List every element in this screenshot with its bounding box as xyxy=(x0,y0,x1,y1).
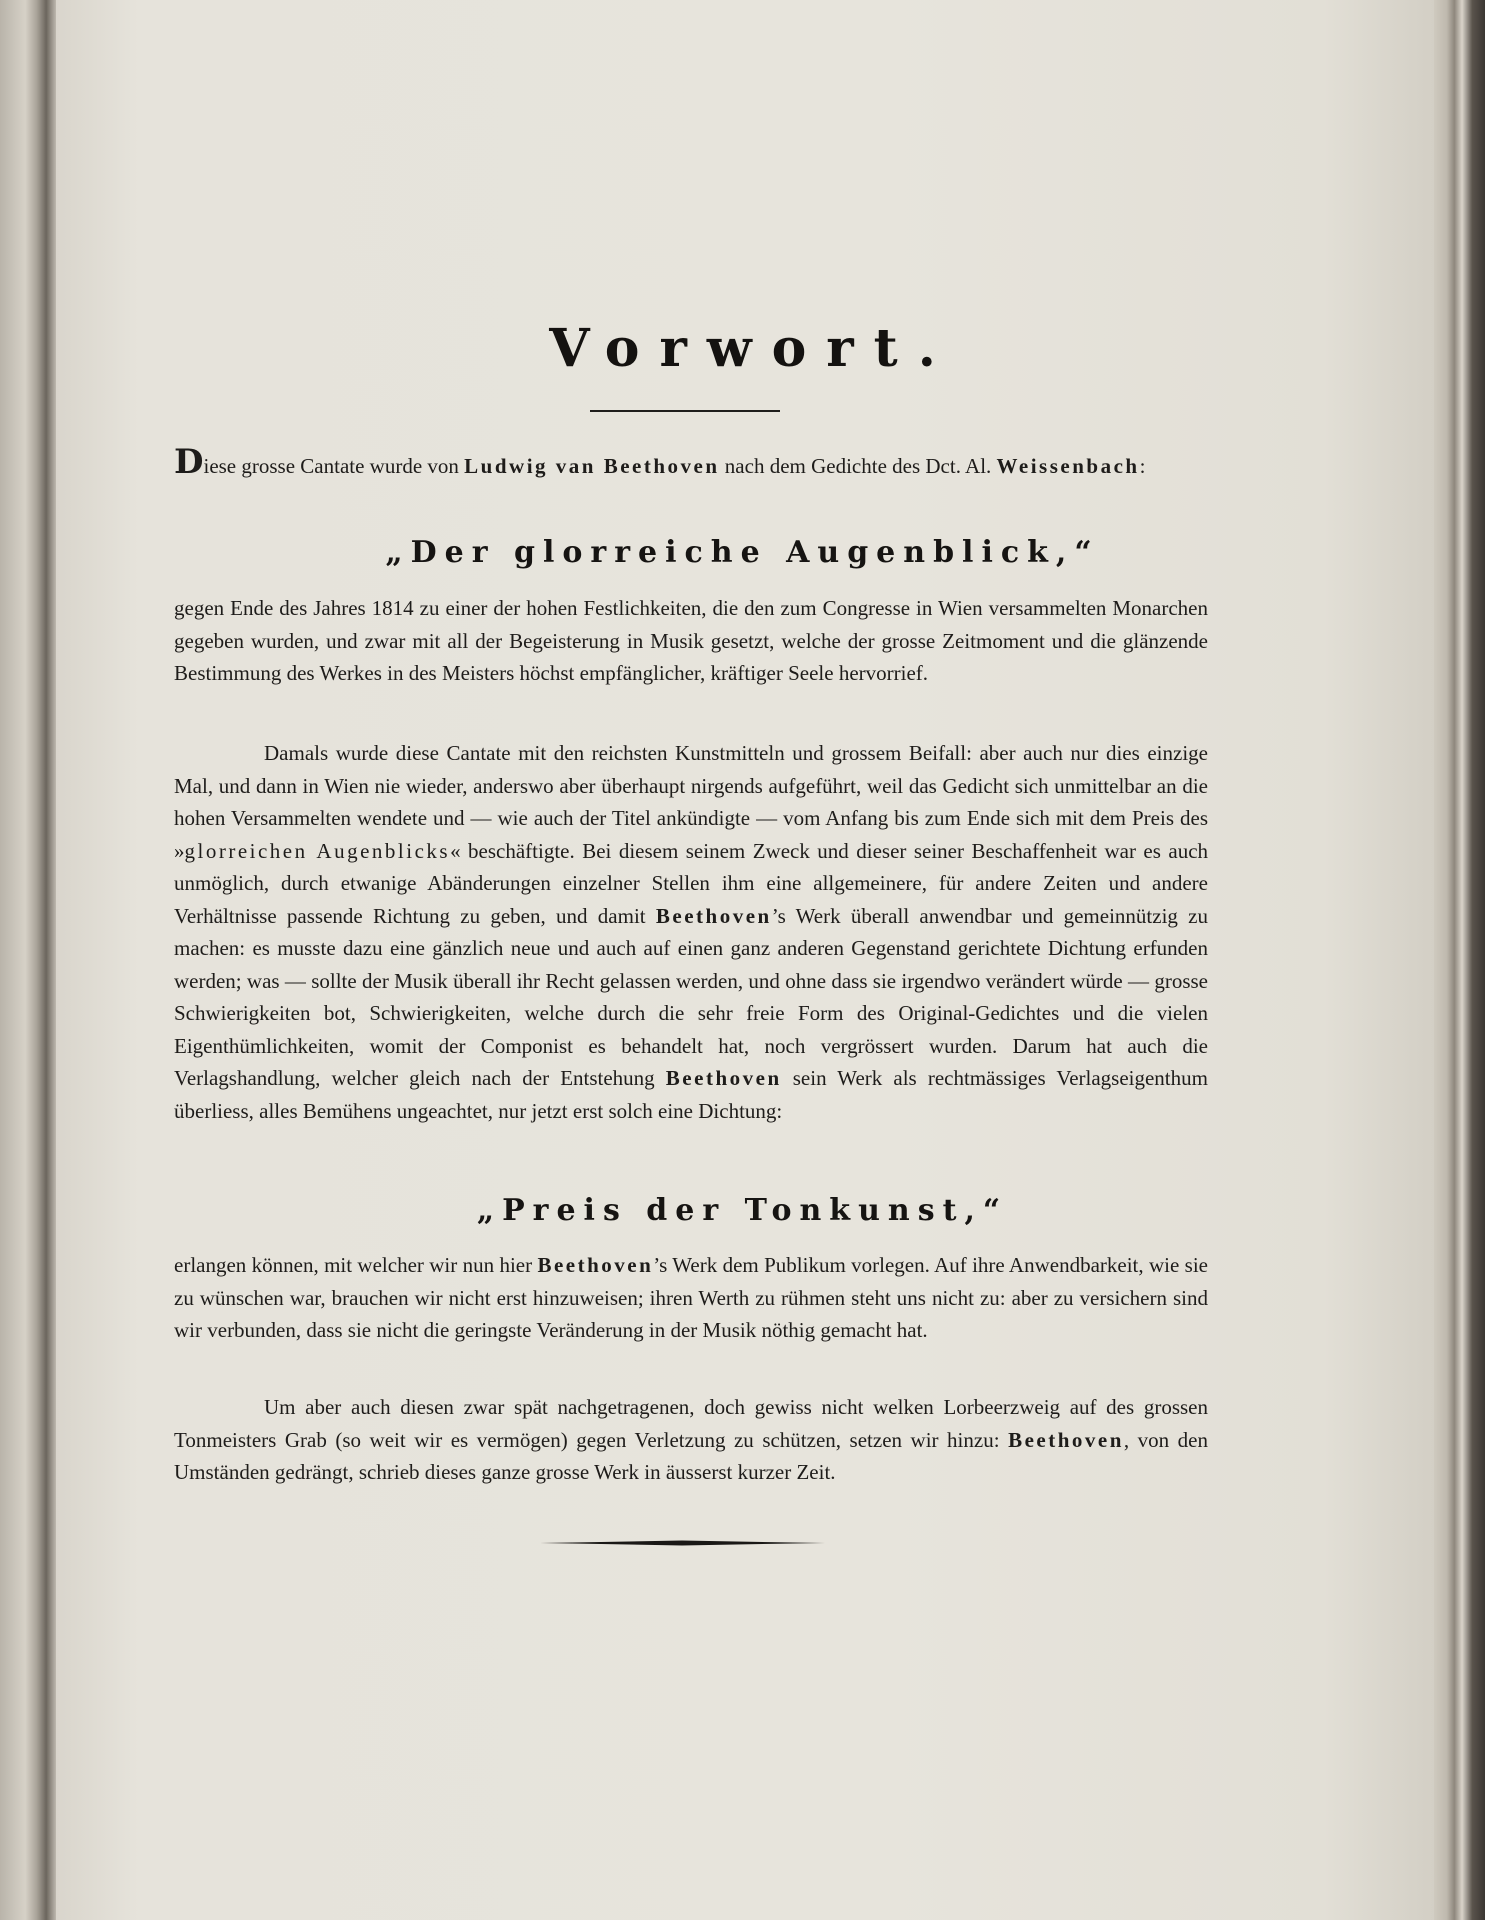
heading-rule xyxy=(590,410,780,412)
paragraph-origin: gegen Ende des Jahres 1814 zu einer der hohen Festlichkeiten, die den zum Congresse in Wien versammelten Monarchen gegeben wurden, und zwar mit all der Begeisterung in Musik gesetzt, welche der grosse Zeitmoment und die glänzende Bestimmung des Werkes in des Meisters höchst empfänglicher, kräftiger Seele hervorrief. xyxy=(174,596,1208,685)
drop-cap: D xyxy=(174,442,204,482)
closing-ornament-rule xyxy=(540,1540,825,1546)
composer-name: Beethoven xyxy=(537,1253,654,1277)
paragraph-publication: erlangen können, mit welcher wir nun hier Beethoven’s Werk dem Publikum vorlegen. Auf ihre Anwendbarkeit, wie sie zu wünschen war, brauchen wir nicht erst hinzuweisen; ihren Werth zu rühmen steht uns nicht zu: aber zu versichern sind wir verbunden, dass sie nicht die geringste Veränderung in der Musik nöthig gemacht hat. xyxy=(174,1253,1208,1342)
book-gutter xyxy=(46,0,56,1920)
composer-name: Beethoven xyxy=(655,903,772,928)
page-heading: Vorwort. xyxy=(549,318,956,379)
paragraph-history: Damals wurde diese Cantate mit den reichsten Kunstmitteln und grossem Beifall: aber auch nur dies einzige Mal, und dann in Wien nie wieder, anderswo aber überhaupt nirgends aufgeführt, weil das Gedicht sich unmittelbar an die hohen Versammelten wendete und — wie auch der Titel ankündigte — vom Anfang bis zum Ende sich mit dem Preis des »glorreichen Augenblicks« beschäftigte. Bei diesem seinem Zweck und dieser seiner Beschaffenheit war es auch unmöglich, durch etwanige Abänderungen einzelner Stellen ihm eine allgemeinere, für andere Zeiten und andere Verhältnisse passende Richtung zu geben, und damit Beethoven’s Werk überall anwendbar und gemeinnützig zu machen: es musste dazu eine gänzlich neue und auch auf einen ganz anderen Gegenstand gerichtete Dichtung erfunden werden; was — sollte der Musik überall ihr Recht gelassen werden, und ohne dass sie irgendwo verändert würde — grosse Schwierigkeiten bot, Schwierigkeiten, welche durch die sehr freie Form des Original-Gedichtes und die vielen Eigenthümlichkeiten, womit der Componist es behandelt hat, noch vergrössert wurden. Darum hat auch die Verlagshandlung, welcher gleich nach der Entstehung Beethoven sein Werk als rechtmässiges Verlagseigenthum überliess, alles Bemühens ungeachtet, nur jetzt erst solch eine Dichtung: xyxy=(174,741,1209,1123)
composer-name: Beethoven xyxy=(1008,1427,1124,1452)
right-page-edge xyxy=(1434,0,1485,1920)
cantata-title-original: „Der glorreiche Augenblick,“ xyxy=(385,535,1100,570)
composer-name: Ludwig van Beethoven xyxy=(464,454,720,478)
cantata-title-new: „Preis der Tonkunst,“ xyxy=(476,1193,1009,1228)
left-page-edge xyxy=(0,0,46,1920)
poet-name: Weissenbach xyxy=(996,454,1140,478)
composer-name: Beethoven xyxy=(665,1066,782,1090)
emphasis-augenblicks: glorreichen Augenblicks xyxy=(184,838,451,863)
paragraph-closing: Um aber auch diesen zwar spät nachgetragenen, doch gewiss nicht welken Lorbeerzweig auf des grossen Tonmeisters Grab (so weit wir es vermögen) gegen Verletzung zu schützen, setzen wir hinzu: Beethoven, von den Umständen gedrängt, schrieb dieses ganze grosse Werk in äusserst kurzer Zeit. xyxy=(174,1395,1208,1484)
paragraph-intro: Diese grosse Cantate wurde von Ludwig van Beethoven nach dem Gedichte des Dct. Al. Weissenbach: xyxy=(174,442,1146,482)
